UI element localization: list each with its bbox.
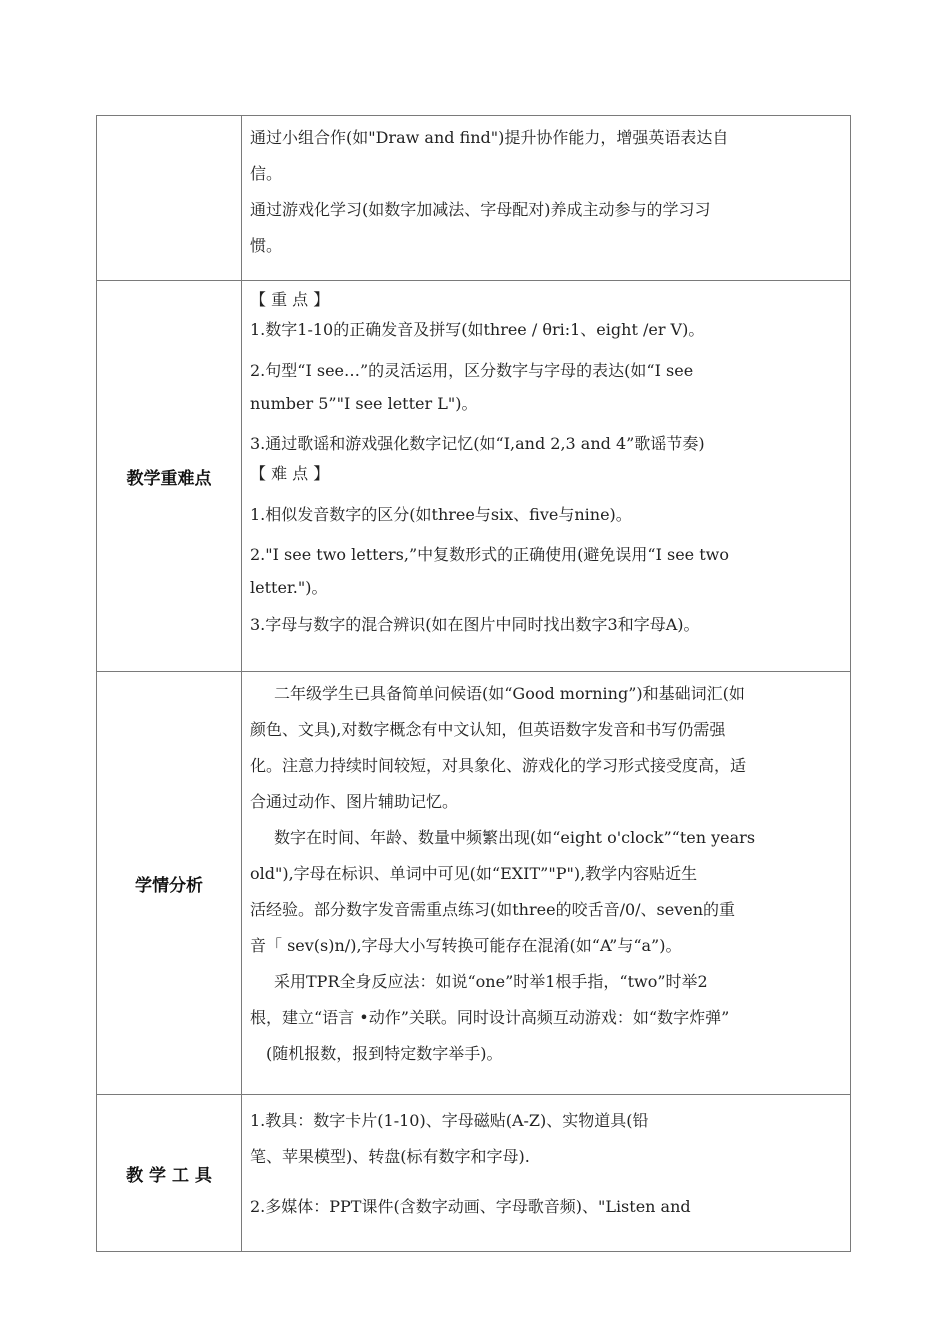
text-line: 1.教具：数字卡片(1-10)、字母磁贴(A-Z)、实物道具(铅 [250, 1111, 649, 1130]
text-line: 数字在时间、年龄、数量中频繁出现(如“eight o'clock”“ten years [274, 828, 756, 847]
text-line: 化。注意力持续时间较短，对具象化、游戏化的学习形式接受度高，适 [250, 756, 747, 775]
text-line: 2.句型“I see…”的灵活运用，区分数字与字母的表达(如“I see [250, 361, 694, 380]
text-line: 合通过动作、图片辅助记忆。 [250, 792, 459, 811]
text-line: 通过游戏化学习(如数字加减法、字母配对)养成主动参与的学习习 [250, 200, 711, 219]
row-content [242, 116, 851, 281]
difficult-points-heading: 【 难 点 】 [250, 464, 330, 483]
table-row [97, 116, 851, 281]
row-label: 教学重难点 [97, 281, 242, 672]
table-row [97, 281, 851, 672]
text-line: 颜色、文具),对数字概念有中文认知，但英语数字发音和书写仍需强 [250, 720, 726, 739]
table-row [97, 672, 851, 1095]
row-label [97, 116, 242, 281]
text-line: (随机报数，报到特定数字举手)。 [266, 1044, 503, 1063]
text-line: number 5”"I see letter L")。 [250, 394, 478, 413]
text-line: 音「 sev(s)n/),字母大小写转换可能存在混淆(如“A”与“a”)。 [250, 936, 682, 955]
text-line: 二年级学生已具备简单问候语(如“Good morning”)和基础词汇(如 [274, 684, 745, 703]
text-line: 惯。 [250, 236, 283, 255]
text-line: 笔、苹果模型)、转盘(标有数字和字母). [250, 1147, 530, 1166]
row-content [242, 1095, 851, 1252]
text-line: letter.")。 [250, 578, 328, 597]
lesson-plan-table [96, 115, 851, 1252]
text-line: 根，建立“语言 •动作”关联。同时设计高频互动游戏：如“数字炸弹” [250, 1008, 730, 1027]
table-row [97, 1095, 851, 1252]
text-line: 3.通过歌谣和游戏强化数字记忆(如“I,and 2,3 and 4”歌谣节奏) [250, 434, 705, 453]
row-label: 学情分析 [97, 672, 242, 1095]
text-line: 2.多媒体：PPT课件(含数字动画、字母歌音频)、"Listen and [250, 1197, 691, 1216]
text-line: 1.相似发音数字的区分(如three与six、five与nine)。 [250, 505, 632, 524]
text-line: 1.数字1-10的正确发音及拼写(如three / θri:1、eight /er V)。 [250, 320, 705, 339]
text-line: 活经验。部分数字发音需重点练习(如three的咬舌音/0/、seven的重 [250, 900, 736, 919]
text-line: 通过小组合作(如"Draw and find")提升协作能力，增强英语表达自 [250, 128, 729, 147]
text-line: 2."I see two letters,”中复数形式的正确使用(避免误用“I see two [250, 545, 729, 564]
row-content [242, 672, 851, 1095]
key-points-heading: 【 重 点 】 [250, 290, 330, 309]
text-line: 信。 [250, 164, 283, 183]
text-line: 采用TPR全身反应法：如说“one”时举1根手指，“two”时举2 [274, 972, 708, 991]
text-line: old"),字母在标识、单词中可见(如“EXIT”"P"),教学内容贴近生 [250, 864, 698, 883]
text-line: 3.字母与数字的混合辨识(如在图片中同时找出数字3和字母A)。 [250, 615, 700, 634]
row-label: 教 学 工 具 [97, 1095, 242, 1252]
row-content [242, 281, 851, 672]
